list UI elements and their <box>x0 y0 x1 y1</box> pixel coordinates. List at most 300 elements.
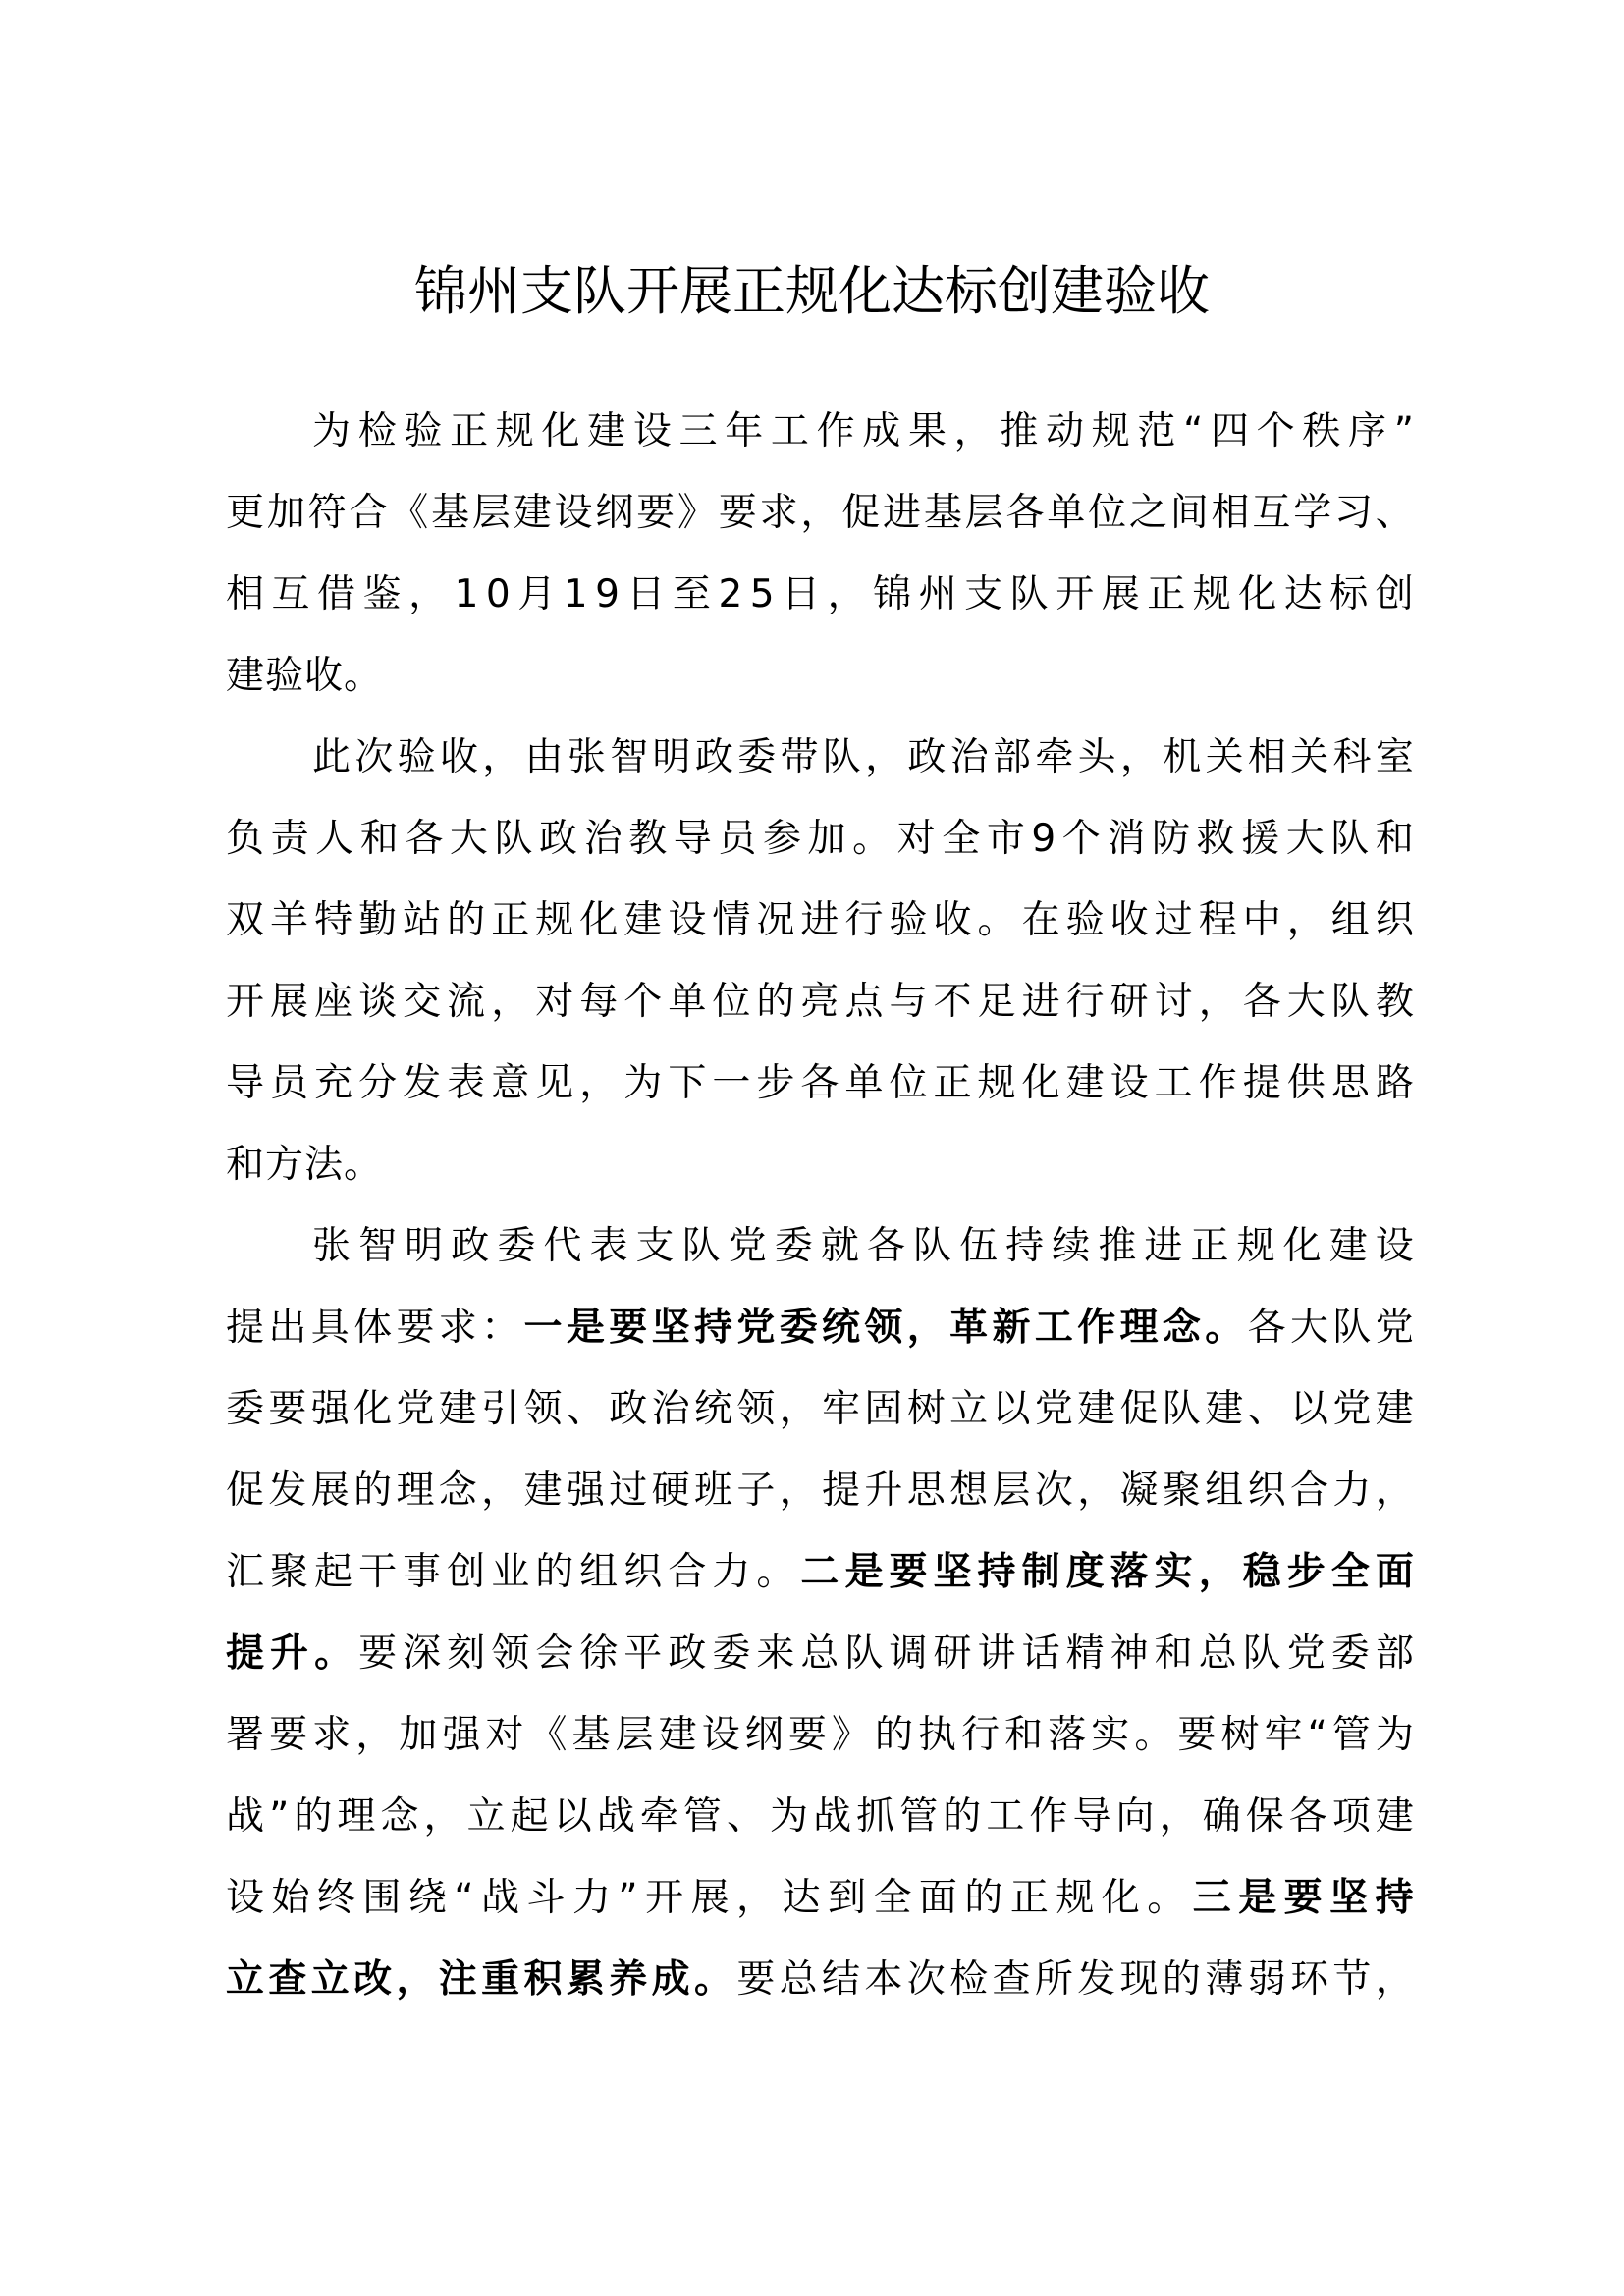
text: 政 <box>609 1387 648 1431</box>
text: 队 <box>822 735 861 779</box>
text: ， <box>481 1468 520 1513</box>
text: 创 <box>447 1550 486 1594</box>
bold-text: 坚 <box>651 1306 690 1350</box>
text: 向 <box>1115 1794 1155 1839</box>
text: 建 <box>226 654 265 698</box>
bold-text: 坚 <box>1329 1876 1369 1920</box>
text: 队 <box>1162 1387 1201 1431</box>
text: 所 <box>1034 1957 1073 2002</box>
text: 求 <box>759 491 798 535</box>
bold-text: 查 <box>268 1957 307 2002</box>
text: 防 <box>1151 817 1190 861</box>
text: 供 <box>1286 1061 1326 1105</box>
text: 干 <box>358 1550 398 1594</box>
text: 化 <box>1101 1876 1140 1920</box>
text: 提 <box>226 1306 265 1350</box>
text: 管 <box>1331 1713 1371 1757</box>
text: ， <box>1375 1468 1414 1513</box>
text: 张 <box>567 735 606 779</box>
bold-text: 是 <box>844 1550 884 1594</box>
text: 规 <box>977 1061 1016 1105</box>
text: 检 <box>357 409 397 454</box>
text: 对 <box>485 1713 524 1757</box>
text: 四 <box>1210 409 1249 454</box>
text: 足 <box>977 980 1016 1024</box>
text: 展 <box>310 1468 350 1513</box>
text: 正 <box>1147 572 1186 616</box>
text: 执 <box>918 1713 957 1757</box>
text: 》 <box>677 491 716 535</box>
text: 学 <box>1293 491 1332 535</box>
text: 为 <box>770 1794 809 1839</box>
text: 基 <box>923 491 962 535</box>
bold-text: 二 <box>800 1550 839 1594</box>
text: 业 <box>491 1550 530 1594</box>
text: 明 <box>652 735 691 779</box>
text: 州 <box>918 572 957 616</box>
text: 刻 <box>447 1631 486 1676</box>
text: 点 <box>844 980 884 1024</box>
text: ， <box>408 572 448 616</box>
text: 情 <box>712 898 751 942</box>
text: 各 <box>1288 1794 1327 1839</box>
text: ， <box>953 409 993 454</box>
text: 对 <box>896 817 936 861</box>
text: 代 <box>543 1224 582 1268</box>
bold-text: ， <box>906 1306 946 1350</box>
text: 队 <box>844 1631 884 1676</box>
text: 薄 <box>1205 1957 1244 2002</box>
text-line <box>226 1056 1414 1138</box>
text-line <box>226 893 1414 975</box>
text: 伍 <box>959 1224 999 1268</box>
text: 中 <box>1242 898 1281 942</box>
text: 党 <box>1375 1306 1414 1350</box>
text-line <box>226 1301 1414 1382</box>
bold-text: ， <box>1198 1550 1237 1594</box>
text: 1 <box>563 572 588 616</box>
text: 智 <box>610 735 649 779</box>
text: 相 <box>1247 735 1286 779</box>
bold-text: 。 <box>1205 1306 1244 1350</box>
bold-text: 一 <box>523 1306 563 1350</box>
text: 组 <box>1205 1468 1244 1513</box>
text: 建 <box>587 409 626 454</box>
text: 委 <box>497 1224 536 1268</box>
text: 规 <box>1236 1224 1275 1268</box>
text: 进 <box>883 491 922 535</box>
text: 队 <box>1009 572 1049 616</box>
text: 本 <box>864 1957 903 2002</box>
bold-text: 是 <box>1238 1876 1277 1920</box>
text-line <box>226 1952 1414 2034</box>
text: 战 <box>226 1794 265 1839</box>
text: 战 <box>481 1876 520 1920</box>
text: 下 <box>668 1061 707 1105</box>
text: 领 <box>736 1387 776 1431</box>
text: 更 <box>226 491 265 535</box>
text: 单 <box>1047 491 1086 535</box>
text: 现 <box>1119 1957 1159 2002</box>
bold-text: 统 <box>822 1306 861 1350</box>
text: 和 <box>226 1143 265 1187</box>
text: ， <box>827 572 866 616</box>
text: ， <box>579 1061 619 1105</box>
text: 促 <box>226 1468 265 1513</box>
text: 建 <box>1065 1061 1105 1105</box>
bold-text: 坚 <box>933 1550 972 1594</box>
bold-text: ， <box>396 1957 435 2002</box>
bold-text: 落 <box>1110 1550 1149 1594</box>
text-line <box>226 1219 1414 1301</box>
text: 相 <box>1211 491 1250 535</box>
text: 环 <box>1289 1957 1328 2002</box>
text: 的 <box>756 980 795 1024</box>
text: 委 <box>712 1631 751 1676</box>
text: 各 <box>1242 980 1281 1024</box>
text: 负 <box>226 817 265 861</box>
text: 化 <box>353 1387 393 1431</box>
text: 合 <box>349 491 388 535</box>
bold-text: 实 <box>1154 1550 1193 1594</box>
text: 援 <box>1241 817 1280 861</box>
text: 每 <box>579 980 619 1024</box>
text: “ <box>1183 409 1204 454</box>
text: 年 <box>725 409 764 454</box>
bold-text: 持 <box>693 1306 732 1350</box>
text: 牵 <box>1035 735 1074 779</box>
text: 收 <box>1110 898 1149 942</box>
text: 织 <box>1375 898 1414 942</box>
text: 、 <box>1247 1387 1286 1431</box>
text: 羊 <box>270 898 309 942</box>
text: 9 <box>595 572 620 616</box>
text: 符 <box>307 491 347 535</box>
bold-text: 。 <box>693 1957 732 2002</box>
text: 0 <box>485 572 511 616</box>
text: 导 <box>1072 1794 1111 1839</box>
text: 队 <box>1332 1306 1372 1350</box>
text: 开 <box>645 1876 684 1920</box>
text: 借 <box>317 572 356 616</box>
text: 体 <box>353 1306 393 1350</box>
text: 调 <box>889 1631 928 1676</box>
text: 促 <box>1119 1387 1159 1431</box>
text: 部 <box>993 735 1032 779</box>
bold-text: 三 <box>1192 1876 1231 1920</box>
text: 牵 <box>639 1794 678 1839</box>
text: 组 <box>1330 898 1370 942</box>
text: 加 <box>807 817 846 861</box>
text: 研 <box>933 1631 972 1676</box>
text: 政 <box>694 735 733 779</box>
text: 一 <box>712 1061 751 1105</box>
bold-text: 积 <box>523 1957 563 2002</box>
text: 队 <box>1330 980 1370 1024</box>
text: 位 <box>889 1061 928 1105</box>
text: 管 <box>682 1794 722 1839</box>
text: 正 <box>450 409 489 454</box>
text: 以 <box>553 1794 592 1839</box>
text: 平 <box>623 1631 663 1676</box>
text: 化 <box>1021 1061 1060 1105</box>
text-line <box>226 649 1414 730</box>
text: ： <box>481 1306 520 1350</box>
text: ， <box>1159 1794 1198 1839</box>
text: 力 <box>571 1876 611 1920</box>
text: 各 <box>800 1061 839 1105</box>
text: 落 <box>1048 1713 1087 1757</box>
text: 行 <box>961 1713 1001 1757</box>
text: 设 <box>554 491 593 535</box>
text: 进 <box>1021 980 1060 1024</box>
text: 个 <box>1256 409 1295 454</box>
text: 收 <box>933 898 972 942</box>
text: ， <box>1119 735 1159 779</box>
text: 设 <box>1375 1224 1414 1268</box>
text: 固 <box>864 1387 903 1431</box>
text: 、 <box>726 1794 765 1839</box>
text-line <box>226 1545 1414 1627</box>
text: 围 <box>362 1876 402 1920</box>
bold-text: 养 <box>609 1957 648 2002</box>
bold-text: 党 <box>736 1306 776 1350</box>
text: 队 <box>681 1224 721 1268</box>
text: 表 <box>589 1224 628 1268</box>
text: ， <box>779 1387 818 1431</box>
text: 合 <box>1289 1468 1328 1513</box>
text: 要 <box>718 491 757 535</box>
text: 收 <box>304 654 344 698</box>
bold-text: 改 <box>353 1957 393 2002</box>
text: 话 <box>1021 1631 1060 1676</box>
text: 促 <box>841 491 881 535</box>
text: 层 <box>615 1713 654 1757</box>
text: 互 <box>271 572 310 616</box>
text: 和 <box>1375 817 1414 861</box>
text: 建 <box>1375 1387 1414 1431</box>
text: 对 <box>535 980 574 1024</box>
text: 过 <box>609 1468 648 1513</box>
text: 大 <box>449 817 488 861</box>
text: 与 <box>889 980 928 1024</box>
text: 基 <box>431 491 470 535</box>
text: 树 <box>1220 1713 1260 1757</box>
text: 神 <box>1110 1631 1149 1676</box>
text: 规 <box>1056 1876 1095 1920</box>
text: 的 <box>874 1713 913 1757</box>
text: 设 <box>632 409 672 454</box>
text: 讲 <box>977 1631 1016 1676</box>
text: 提 <box>822 1468 861 1513</box>
text: 要 <box>1177 1713 1217 1757</box>
text: 强 <box>310 1387 350 1431</box>
text: 强 <box>566 1468 605 1513</box>
text: 念 <box>438 1468 477 1513</box>
text: 充 <box>314 1061 353 1105</box>
text: 全 <box>873 1876 912 1920</box>
text: 聚 <box>270 1550 309 1594</box>
text: 织 <box>1247 1468 1286 1513</box>
text: 终 <box>316 1876 355 1920</box>
text: 凝 <box>1119 1468 1159 1513</box>
text: 起 <box>314 1550 353 1594</box>
text: 亮 <box>800 980 839 1024</box>
text: 。 <box>1134 1713 1173 1757</box>
bold-text: 作 <box>1077 1306 1116 1350</box>
text: 设 <box>668 898 707 942</box>
text: 和 <box>1004 1713 1044 1757</box>
text: 节 <box>1332 1957 1372 2002</box>
text: 位 <box>1088 491 1127 535</box>
text: 此 <box>312 735 352 779</box>
text: 大 <box>1286 980 1326 1024</box>
text: 工 <box>1154 1061 1193 1105</box>
text: 委 <box>226 1387 265 1431</box>
text: 作 <box>1029 1794 1068 1839</box>
text: 规 <box>535 898 574 942</box>
text: 特 <box>314 898 353 942</box>
text: 的 <box>447 898 486 942</box>
text: 为 <box>312 409 352 454</box>
text: 正 <box>491 898 530 942</box>
text-line <box>226 975 1414 1056</box>
text: 要 <box>396 1306 435 1350</box>
text: 展 <box>1101 572 1140 616</box>
text: 。 <box>756 1550 795 1594</box>
text: 况 <box>756 898 795 942</box>
text: 过 <box>1154 898 1193 942</box>
text: 。 <box>344 654 383 698</box>
text: 表 <box>447 1061 486 1105</box>
text: 达 <box>782 1876 821 1920</box>
text: 个 <box>1061 817 1101 861</box>
text-line <box>226 486 1414 567</box>
text: 验 <box>397 735 436 779</box>
text: 各 <box>405 817 444 861</box>
text: 由 <box>524 735 564 779</box>
text: “ <box>1307 1713 1327 1757</box>
text: 精 <box>1065 1631 1105 1676</box>
text: 来 <box>756 1631 795 1676</box>
text: 确 <box>1202 1794 1241 1839</box>
text: 。 <box>344 1143 383 1187</box>
text: 开 <box>226 980 265 1024</box>
text: 党 <box>396 1387 435 1431</box>
text: 作 <box>1198 1061 1237 1105</box>
text: 治 <box>651 1387 690 1431</box>
text: 治 <box>949 735 989 779</box>
text: 政 <box>668 1631 707 1676</box>
text: 验 <box>265 654 304 698</box>
text-line <box>226 812 1414 893</box>
bold-text: 升 <box>270 1631 309 1676</box>
text: 牢 <box>822 1387 861 1431</box>
text: 领 <box>523 1387 563 1431</box>
text: 汇 <box>226 1550 265 1594</box>
text: 科 <box>1332 735 1372 779</box>
text: ， <box>800 491 839 535</box>
text: 理 <box>396 1468 435 1513</box>
text: 建 <box>523 1468 563 1513</box>
text: 引 <box>481 1387 520 1431</box>
text: 支 <box>635 1224 675 1268</box>
text: 市 <box>986 817 1025 861</box>
text: 带 <box>780 735 819 779</box>
text: 管 <box>899 1794 939 1839</box>
text: 验 <box>404 409 443 454</box>
text: 求 <box>438 1306 477 1350</box>
text: 导 <box>226 1061 265 1105</box>
text: 队 <box>1330 817 1370 861</box>
text: 5 <box>749 572 775 616</box>
text: 持 <box>1005 1224 1045 1268</box>
text: 队 <box>1242 1631 1281 1676</box>
text: 进 <box>800 898 839 942</box>
text: ， <box>1198 980 1237 1024</box>
text: 强 <box>442 1713 481 1757</box>
text: 起 <box>510 1794 549 1839</box>
text: 以 <box>992 1387 1031 1431</box>
text: 委 <box>737 735 777 779</box>
text: 弱 <box>1247 1957 1286 2002</box>
text: 的 <box>943 1794 982 1839</box>
text: 次 <box>906 1957 946 2002</box>
bold-text: 是 <box>566 1306 605 1350</box>
bold-text: 注 <box>438 1957 477 2002</box>
text: 明 <box>405 1224 444 1268</box>
text: 日 <box>782 572 821 616</box>
text: 至 <box>672 572 711 616</box>
text: ” <box>269 1794 290 1839</box>
text: 力 <box>712 1550 751 1594</box>
text: 深 <box>403 1631 442 1676</box>
text: 流 <box>447 980 486 1024</box>
text: 工 <box>986 1794 1025 1839</box>
text: ， <box>1077 1468 1116 1513</box>
text: 发 <box>403 1061 442 1105</box>
text: 层 <box>471 491 511 535</box>
bold-text: 度 <box>1065 1550 1105 1594</box>
text: 会 <box>535 1631 574 1676</box>
text: 就 <box>820 1224 859 1268</box>
text: 救 <box>1196 817 1235 861</box>
bold-text: 制 <box>1021 1550 1060 1594</box>
bold-text: 新 <box>992 1306 1031 1350</box>
text: “ <box>454 1876 474 1920</box>
text: 以 <box>1289 1387 1328 1431</box>
text: 步 <box>756 1061 795 1105</box>
text: 子 <box>736 1468 776 1513</box>
text: 始 <box>271 1876 310 1920</box>
bold-text: 持 <box>977 1550 1016 1594</box>
text: 导 <box>673 817 712 861</box>
text-line <box>226 1138 1414 1219</box>
text: 、 <box>566 1387 605 1431</box>
text: 消 <box>1107 817 1146 861</box>
text: 治 <box>583 817 623 861</box>
text: 化 <box>541 409 580 454</box>
bold-text: 步 <box>1286 1550 1326 1594</box>
text: 树 <box>906 1387 946 1431</box>
text: 勤 <box>358 898 398 942</box>
text-line <box>226 1708 1414 1789</box>
text: 《 <box>528 1713 568 1757</box>
text: 序 <box>1348 409 1387 454</box>
text: 到 <box>827 1876 866 1920</box>
text: 求 <box>312 1713 352 1757</box>
bold-text: 革 <box>949 1306 989 1350</box>
